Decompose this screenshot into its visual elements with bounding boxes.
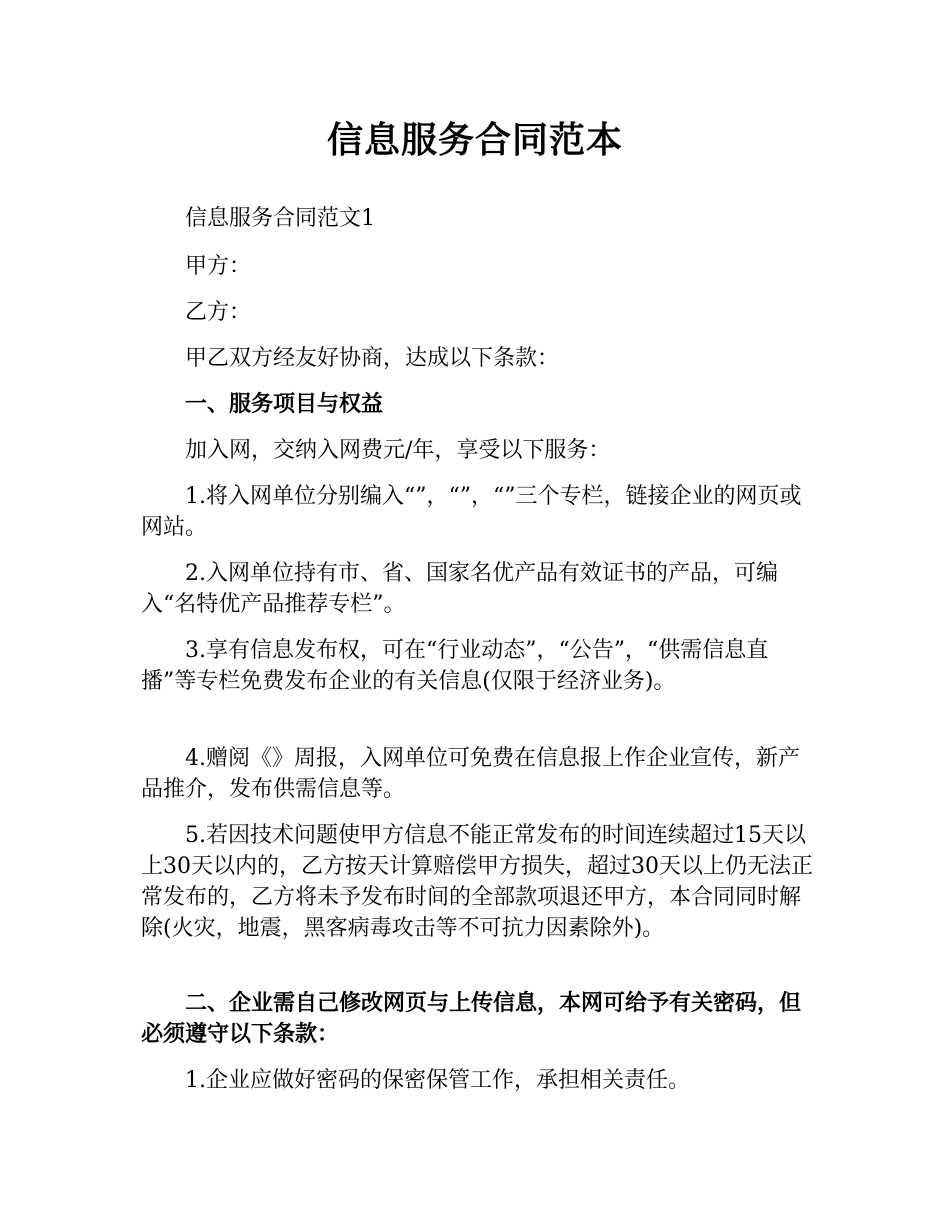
document-title: 信息服务合同范本	[326, 120, 623, 161]
section-heading-2: 二、企业需自己修改网页与上传信息，本网可给予有关密码，但必须遵守以下条款：	[141, 991, 802, 1047]
paragraph-clause-1-3: 3.享有信息发布权，可在“行业动态”，“公告”，“供需信息直播”等专栏免费发布企业的有关信息(仅限于经济业务)。	[141, 638, 769, 694]
paragraph-party-b: 乙方：	[185, 300, 252, 325]
paragraph-clause-1-1: 1.将入网单位分别编入“”，“”，“”三个专栏，链接企业的网页或网站。	[141, 484, 802, 540]
paragraph-join-fee: 加入网，交纳入网费元/年，享受以下服务：	[185, 438, 611, 463]
section-heading-1: 一、服务项目与权益	[185, 392, 384, 417]
paragraph-intro: 甲乙双方经友好协商，达成以下条款：	[185, 346, 560, 371]
paragraph-subtitle: 信息服务合同范文1	[185, 206, 375, 231]
paragraph-clause-2-1: 1.企业应做好密码的保密保管工作，承担相关责任。	[185, 1068, 690, 1093]
paragraph-clause-1-5: 5.若因技术问题使甲方信息不能正常发布的时间连续超过15天以上30天以内的，乙方按天计算赔偿甲方损失，超过30天以上仍无法正常发布的，乙方将未予发布时间的全部款项退还甲方，本合同同时解除(火灾，地震，黑客病毒攻击等不可抗力因素除外)。	[141, 823, 813, 941]
paragraph-clause-1-4: 4.赠阅《》周报，入网单位可免费在信息报上作企业宣传，新产品推介，发布供需信息等。	[141, 746, 800, 802]
paragraph-clause-1-2: 2.入网单位持有市、省、国家名优产品有效证书的产品，可编入“名特优产品推荐专栏”。	[141, 561, 778, 617]
paragraph-party-a: 甲方：	[185, 254, 252, 279]
